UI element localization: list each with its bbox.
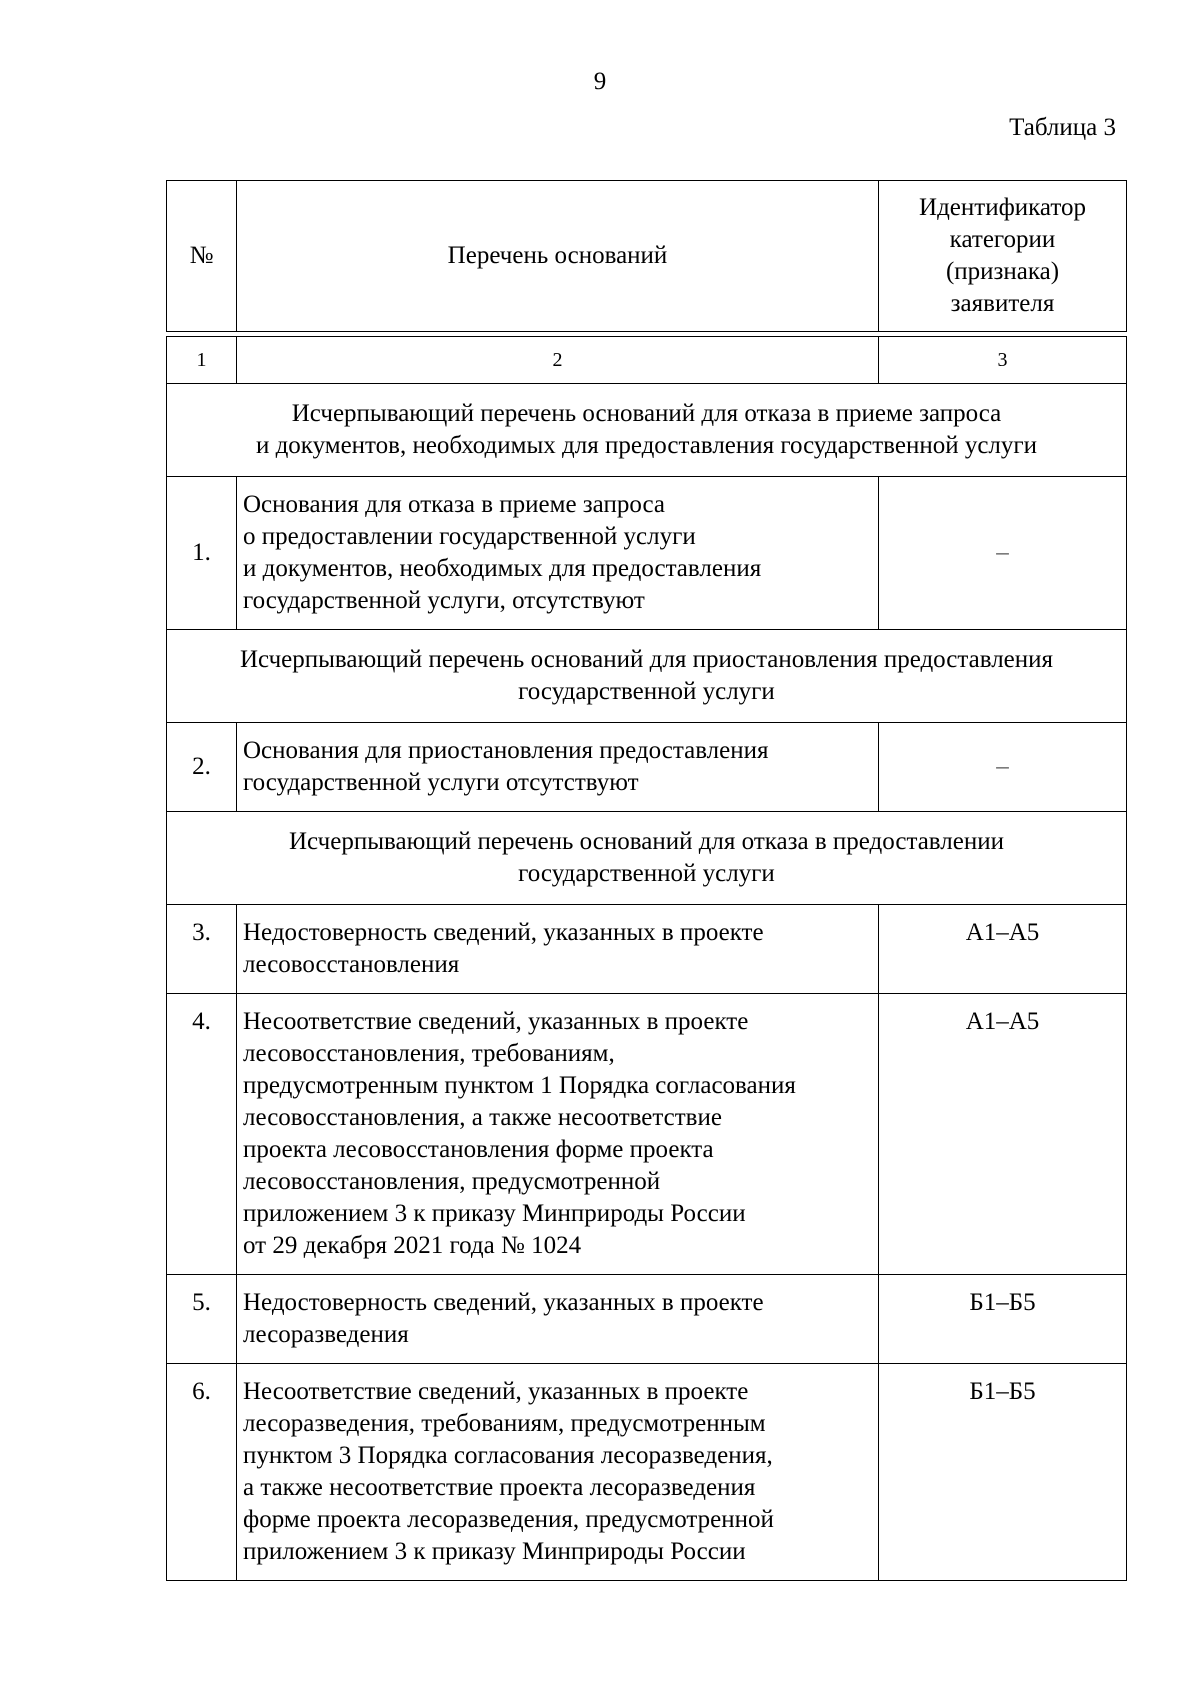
text-line: пунктом 3 Порядка согласования лесоразведения, <box>243 1442 773 1469</box>
table-row <box>167 994 1127 1275</box>
table-row <box>167 905 1127 994</box>
row-identifier: Б1–Б5 <box>879 1364 1127 1581</box>
table-header-row <box>167 181 1127 332</box>
text-line: Основания для приостановления предоставления <box>243 737 769 764</box>
row-number: 6. <box>167 1364 237 1581</box>
text-line: а также несоответствие проекта лесоразведения <box>243 1474 756 1501</box>
row-number: 5. <box>167 1275 237 1364</box>
text-line: лесоразведения <box>243 1321 409 1348</box>
row-identifier: – <box>879 477 1127 630</box>
section-heading-line: Исчерпывающий перечень оснований для отказа в приеме запроса <box>291 400 1002 427</box>
row-grounds-text <box>237 723 879 812</box>
text-line: приложением 3 к приказу Минприроды России <box>243 1538 746 1565</box>
column-index: 3 <box>879 337 1127 384</box>
text-line: приложением 3 к приказу Минприроды России <box>243 1200 746 1227</box>
header-identifier-cell <box>879 181 1127 332</box>
section-heading-line: Исчерпывающий перечень оснований для приостановления предоставления <box>239 646 1054 673</box>
text-line: от 29 декабря 2021 года № 1024 <box>243 1232 582 1259</box>
text-line: и документов, необходимых для предоставления <box>243 555 762 582</box>
section-heading-line: государственной услуги <box>518 678 775 705</box>
row-grounds-text <box>237 1275 879 1364</box>
header-id-line: (признака) <box>945 258 1060 285</box>
text-line: лесовосстановления, а также несоответствие <box>243 1104 722 1131</box>
text-line: Недостоверность сведений, указанных в проекте <box>243 919 764 946</box>
row-grounds-text <box>237 477 879 630</box>
text-line: Недостоверность сведений, указанных в проекте <box>243 1289 764 1316</box>
grounds-table <box>166 180 1127 1581</box>
text-line: предусмотренным пунктом 1 Порядка согласования <box>243 1072 796 1099</box>
section-heading-suspension <box>167 630 1127 723</box>
text-line: лесовосстановления, предусмотренной <box>243 1168 661 1195</box>
text-line: лесоразведения, требованиям, предусмотренным <box>243 1410 766 1437</box>
row-grounds-text <box>237 994 879 1275</box>
text-line: форме проекта лесоразведения, предусмотренной <box>243 1506 774 1533</box>
text-line: государственной услуги, отсутствуют <box>243 587 645 614</box>
row-number: 2. <box>167 723 237 812</box>
section-heading-line: государственной услуги <box>518 860 775 887</box>
header-num-cell: № <box>167 181 237 332</box>
row-grounds-text <box>237 1364 879 1581</box>
row-number: 4. <box>167 994 237 1275</box>
table-caption: Таблица 3 <box>1009 114 1116 141</box>
header-id-line: категории <box>949 226 1056 253</box>
row-identifier: Б1–Б5 <box>879 1275 1127 1364</box>
table-row <box>167 1275 1127 1364</box>
section-heading-refusal-provide <box>167 812 1127 905</box>
table-row <box>167 477 1127 630</box>
row-number: 3. <box>167 905 237 994</box>
header-id-line: Идентификатор <box>919 194 1086 221</box>
section-heading-refusal-accept <box>167 384 1127 477</box>
column-index-row <box>167 337 1127 384</box>
row-identifier: А1–А5 <box>879 994 1127 1275</box>
row-identifier: А1–А5 <box>879 905 1127 994</box>
text-line: государственной услуги отсутствуют <box>243 769 639 796</box>
header-grounds-cell: Перечень оснований <box>237 181 879 332</box>
row-identifier: – <box>879 723 1127 812</box>
section-heading-line: и документов, необходимых для предоставления государственной услуги <box>255 432 1038 459</box>
table-row <box>167 723 1127 812</box>
row-number: 1. <box>167 477 237 630</box>
column-index: 1 <box>167 337 237 384</box>
header-id-line: заявителя <box>950 290 1055 317</box>
text-line: лесовосстановления, требованиям, <box>243 1040 615 1067</box>
text-line: проекта лесовосстановления форме проекта <box>243 1136 714 1163</box>
text-line: Несоответствие сведений, указанных в проекте <box>243 1378 749 1405</box>
text-line: о предоставлении государственной услуги <box>243 523 696 550</box>
section-heading-line: Исчерпывающий перечень оснований для отказа в предоставлении <box>289 828 1004 855</box>
row-grounds-text <box>237 905 879 994</box>
text-line: Основания для отказа в приеме запроса <box>243 491 665 518</box>
text-line: Несоответствие сведений, указанных в проекте <box>243 1008 749 1035</box>
page-number: 9 <box>593 68 607 95</box>
column-index: 2 <box>237 337 879 384</box>
text-line: лесовосстановления <box>243 951 460 978</box>
table-row <box>167 1364 1127 1581</box>
